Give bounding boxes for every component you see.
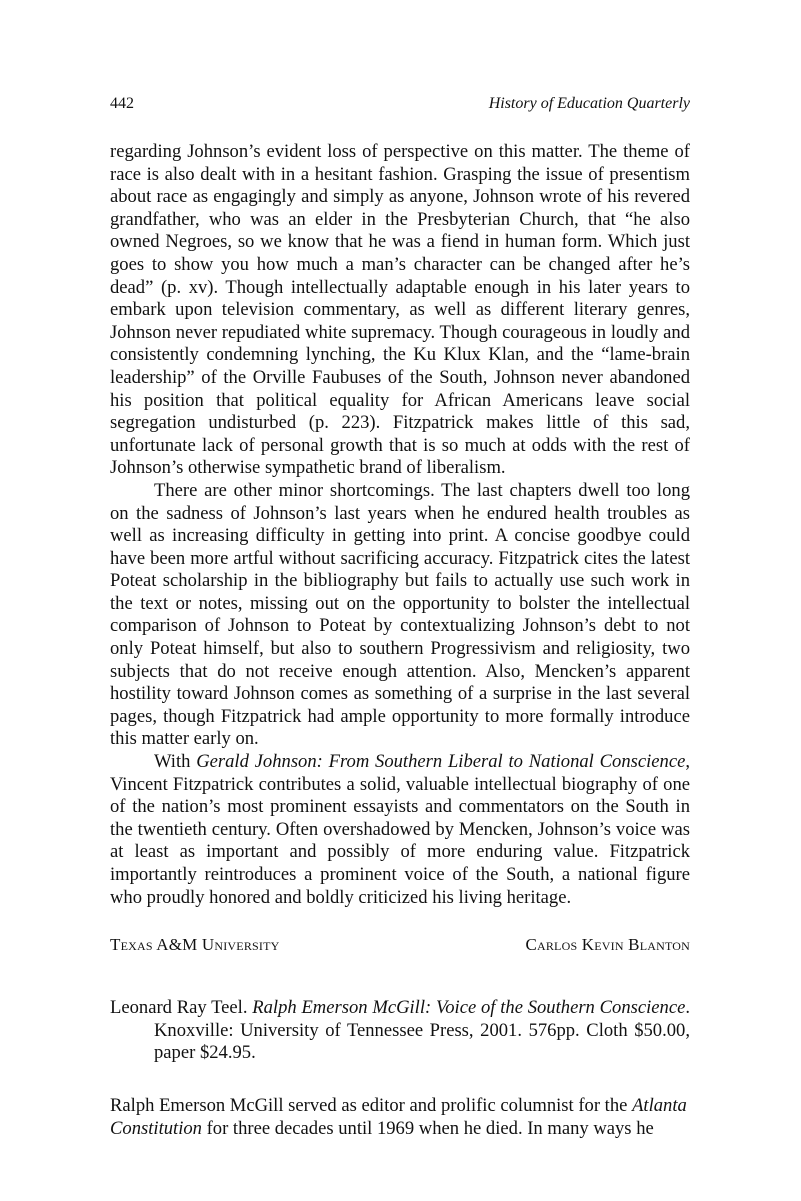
review-paragraph-1: regarding Johnson’s evident loss of perspective on this matter. The theme of race is also dealt with in a hesitant fashion. Grasping the issue of presentism about race as engagingly and simply as anyone, Johnson wrote of his revered grandfather, who was an elder in the Presbyterian Church, that “he also owned Negroes, so we know that he was a fiend in human form. Which just goes to show you how much a man’s character can be changed after he’s dead” (p. xv). Though intellectually adaptable enough in his later years to embark upon television commentary, as well as different literary genres, Johnson never repudiated white supremacy. Though courageous in loudly and consistently condemning lynching, the Ku Klux Klan, and the “lame-brain leadership” of the Orville Faubuses of the South, Johnson never abandoned his position that political equality for African Americans leave social segregation undisturbed (p. 223). Fitzpatrick makes little of this sad, unfortunate lack of personal growth that is so much at odds with the rest of Johnson’s otherwise sympathetic brand of liberalism. — [110, 141, 690, 479]
journal-title: History of Education Quarterly — [488, 95, 690, 112]
reviewer-affiliation: Texas A&M University — [110, 935, 280, 955]
paragraph-3-rest: , Vincent Fitzpatrick contributes a solid, valuable intellectual biography of one of the nation’s most prominent essayists and commentators on the South in the twentieth century. Often overshadowed by Mencken, Johnson’s voice was at least as important and possibly of more enduring value. Fitzpatrick importantly reintroduces a prominent voice of the South, a national figure who proudly honored and boldly criticized his living heritage. — [110, 751, 690, 908]
reviewer-name: Carlos Kevin Blanton — [525, 935, 690, 955]
review-paragraph-3 — [110, 751, 690, 909]
citation-book-title: Ralph Emerson McGill: Voice of the Southern Conscience — [252, 997, 686, 1019]
opening-rest: for three decades until 1969 when he died. In many ways he — [201, 1117, 654, 1139]
running-head — [110, 95, 690, 121]
opening-lead: Ralph Emerson McGill served as editor and prolific columnist for the — [110, 1094, 633, 1116]
journal-page — [110, 95, 690, 1140]
next-review-opening — [110, 1095, 690, 1140]
reviewer-signature — [110, 935, 690, 955]
book-citation — [110, 997, 690, 1065]
review-paragraph-2: There are other minor shortcomings. The last chapters dwell too long on the sadness of Johnson’s last years when he endured health troubles as well as increasing difficulty in getting into print. A concise goodbye could have been more artful without sacrificing accuracy. Fitzpatrick cites the latest Poteat scholarship in the bibliography but fails to actually use such work in the text or notes, missing out on the opportunity to bolster the intellectual comparison of Johnson to Poteat by contextualizing Johnson’s debt to not only Poteat himself, but also to southern Progressivism and religiosity, two subjects that do not receive enough attention. Also, Mencken’s apparent hostility toward Johnson comes as something of a surprise in the last several pages, though Fitzpatrick had ample opportunity to more formally introduce this matter early on. — [110, 479, 690, 750]
paragraph-3-lead: With — [154, 751, 197, 773]
citation-author: Leonard Ray Teel. — [110, 997, 253, 1019]
reviewed-book-title: Gerald Johnson: From Southern Liberal to National Conscience — [196, 751, 686, 773]
citation-publication: . Knoxville: University of Tennessee Press, 2001. 576pp. Cloth $50.00, paper $24.95. — [154, 997, 690, 1064]
newspaper-name-part-2: Constitution — [110, 1117, 202, 1139]
page-number: 442 — [110, 95, 134, 112]
review-body — [110, 141, 690, 909]
newspaper-name-part-1: Atlanta — [632, 1094, 687, 1116]
